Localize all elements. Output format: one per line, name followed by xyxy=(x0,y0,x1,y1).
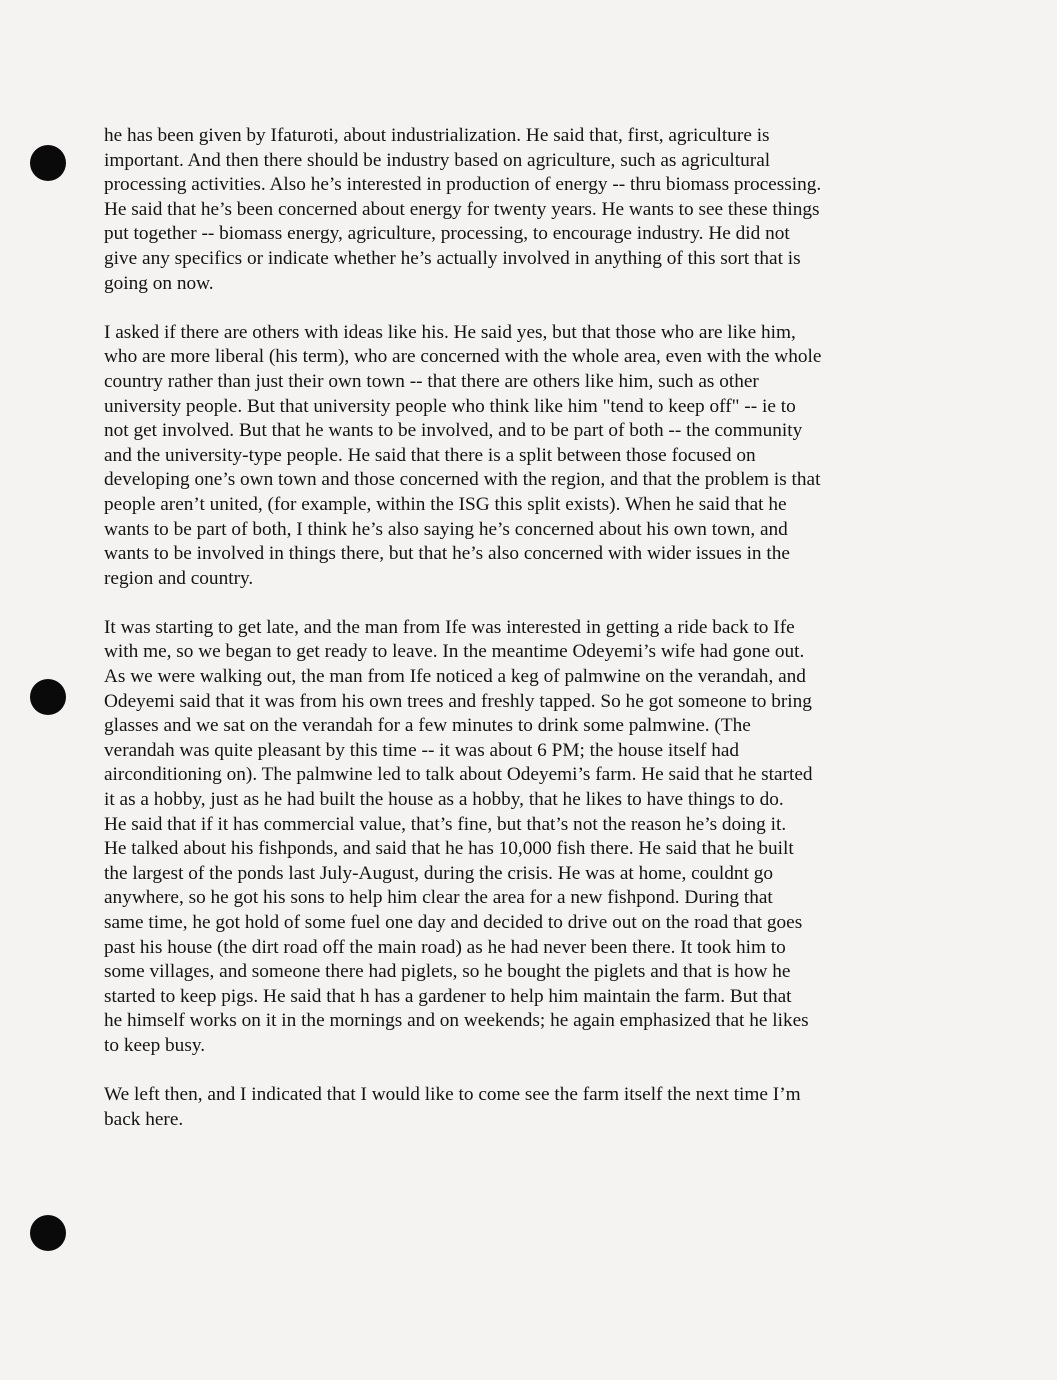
text-line: who are more liberal (his term), who are concerned with the whole area, even with the whole xyxy=(104,346,822,368)
text-line: glasses and we sat on the verandah for a few minutes to drink some palmwine. (The xyxy=(104,715,751,737)
text-line: It was starting to get late, and the man from Ife was interested in getting a ride back to Ife xyxy=(104,616,795,638)
text-line: region and country. xyxy=(104,567,254,589)
text-line: I asked if there are others with ideas like his. He said yes, but that those who are like him, xyxy=(104,321,796,343)
text-line: back here. xyxy=(104,1108,184,1130)
paragraph-4 xyxy=(104,1083,934,1132)
text-line: country rather than just their own town -- that there are others like him, such as other xyxy=(104,370,759,392)
text-line: not get involved. But that he wants to be involved, and to be part of both -- the community xyxy=(104,420,803,442)
text-line: and the university-type people. He said that there is a split between those focused on xyxy=(104,444,756,466)
text-line: he has been given by Ifaturoti, about industrialization. He said that, first, agriculture is xyxy=(104,125,770,146)
paragraph-2 xyxy=(104,321,934,592)
text-line: important. And then there should be industry based on agriculture, such as agricultural xyxy=(104,149,771,171)
text-line: processing activities. Also he’s interested in production of energy -- thru biomass processing. xyxy=(104,174,822,196)
text-line: wants to be part of both, I think he’s also saying he’s concerned about his own town, and xyxy=(104,518,788,540)
paragraph-3 xyxy=(104,616,934,1059)
text-line: to keep busy. xyxy=(104,1034,206,1056)
paragraph-1 xyxy=(104,124,934,296)
document-body xyxy=(104,124,934,1157)
text-line: wants to be involved in things there, but that he’s also concerned with wider issues in the xyxy=(104,543,790,565)
text-line: Odeyemi said that it was from his own trees and freshly tapped. So he got someone to bring xyxy=(104,690,812,712)
text-line: same time, he got hold of some fuel one day and decided to drive out on the road that goes xyxy=(104,912,803,933)
text-line: he himself works on it in the mornings and on weekends; he again emphasized that he likes xyxy=(104,1010,809,1032)
punch-hole-bottom xyxy=(30,1215,66,1251)
text-line: He talked about his fishponds, and said that he has 10,000 fish there. He said that he built xyxy=(104,838,794,860)
text-line: airconditioning on). The palmwine led to talk about Odeyemi’s farm. He said that he started xyxy=(104,764,813,786)
text-line: As we were walking out, the man from Ife noticed a keg of palmwine on the verandah, and xyxy=(104,666,806,688)
punch-hole-middle xyxy=(30,679,66,715)
text-line: He said that he’s been concerned about energy for twenty years. He wants to see these things xyxy=(104,198,820,220)
text-line: give any specifics or indicate whether he’s actually involved in anything of this sort that is xyxy=(104,247,801,269)
text-line: it as a hobby, just as he had built the house as a hobby, that he likes to have things to do. xyxy=(104,789,784,811)
text-line: He said that if it has commercial value, that’s fine, but that’s not the reason he’s doing it. xyxy=(104,813,787,835)
text-line: past his house (the dirt road off the main road) as he had never been there. It took him to xyxy=(104,936,786,958)
text-line: anywhere, so he got his sons to help him clear the area for a new fishpond. During that xyxy=(104,887,773,909)
punch-hole-top xyxy=(30,145,66,181)
text-line: going on now. xyxy=(104,272,214,294)
text-line: some villages, and someone there had piglets, so he bought the piglets and that is how he xyxy=(104,961,791,983)
text-line: people aren’t united, (for example, within the ISG this split exists). When he said that he xyxy=(104,493,787,515)
text-line: verandah was quite pleasant by this time -- it was about 6 PM; the house itself had xyxy=(104,739,740,761)
text-line: the largest of the ponds last July-August, during the crisis. He was at home, couldnt go xyxy=(104,862,774,884)
text-line: started to keep pigs. He said that h has a gardener to help him maintain the farm. But that xyxy=(104,985,792,1007)
text-line: developing one’s own town and those concerned with the region, and that the problem is that xyxy=(104,469,821,491)
text-line: university people. But that university people who think like him "tend to keep off" -- ie to xyxy=(104,395,796,417)
text-line: with me, so we began to get ready to leave. In the meantime Odeyemi’s wife had gone out. xyxy=(104,641,805,663)
text-line: We left then, and I indicated that I would like to come see the farm itself the next time I’m xyxy=(104,1084,801,1106)
text-line: put together -- biomass energy, agriculture, processing, to encourage industry. He did not xyxy=(104,223,790,245)
